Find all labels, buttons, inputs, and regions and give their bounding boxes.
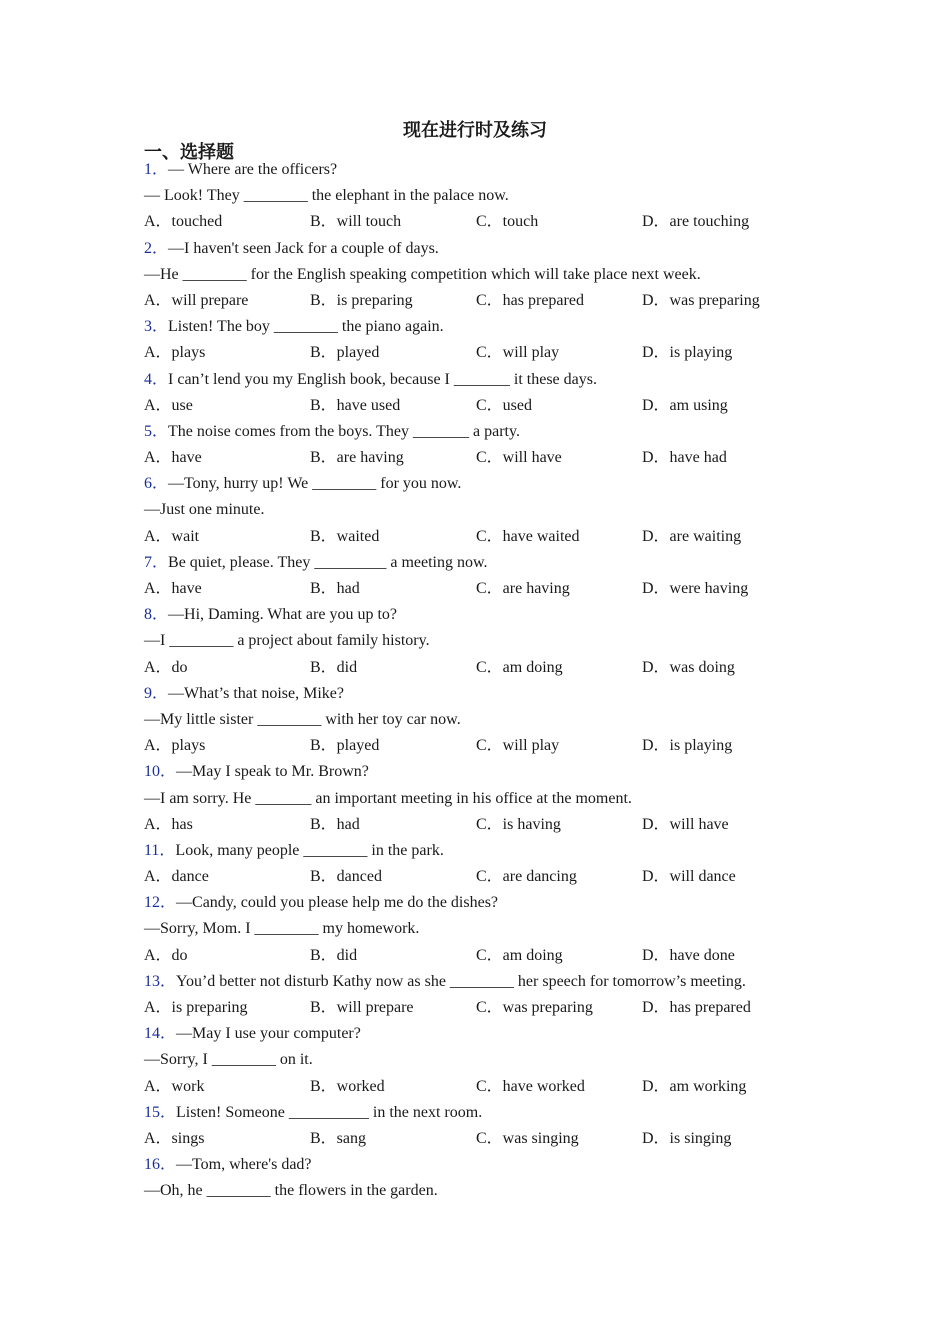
option-c[interactable]: C．was singing [476,1129,579,1147]
question-number: 1． [144,161,169,178]
option-a[interactable]: A．plays [144,737,206,755]
options-row [144,733,844,759]
option-d[interactable]: D．was doing [642,658,735,676]
question-text: —Just one minute. [144,501,265,519]
option-c[interactable]: C．am doing [476,658,563,676]
option-c[interactable]: C．was preparing [476,999,593,1016]
question-text: —Oh, he ________ the flowers in the garden. [144,1182,438,1200]
question-stem [144,419,844,445]
question-text: —Tony, hurry up! We ________ for you now. [168,475,462,493]
option-d[interactable]: D．am using [642,396,728,414]
question-number: 7． [144,553,169,571]
question-text: —I am sorry. He _______ an important meeting in his office at the moment. [144,789,632,807]
option-c[interactable]: C．will play [476,344,560,362]
question-text: —I haven't seen Jack for a couple of days. [168,239,439,257]
options-row [144,340,844,366]
option-d[interactable]: D．has prepared [642,999,751,1016]
option-a[interactable]: A．do [144,946,188,964]
option-a[interactable]: A．do [144,658,188,676]
options-row [144,209,844,235]
question-text: — Look! They ________ the elephant in the palace now. [144,187,509,205]
option-d[interactable]: D．have done [642,946,735,964]
question-text: Look, many people ________ in the park. [175,841,444,859]
question-number: 2． [144,239,169,257]
option-a[interactable]: A．touched [144,213,223,231]
option-b[interactable]: B．worked [310,1077,385,1095]
question-text: —May I speak to Mr. Brown? [176,763,369,781]
option-a[interactable]: A．use [144,396,193,414]
option-c[interactable]: C．are dancing [476,868,577,886]
question-stem [144,759,844,785]
option-a[interactable]: A．have [144,449,202,467]
question-dialogue-line [144,1047,844,1073]
option-c[interactable]: C．will play [476,737,560,755]
question-number: 14． [144,1025,177,1043]
option-d[interactable]: D．was preparing [642,291,760,309]
option-b[interactable]: B．did [310,658,358,676]
option-d[interactable]: D．is playing [642,344,733,362]
question-number: 8． [144,606,169,624]
options-row [144,445,844,471]
question-stem [144,471,844,497]
options-row [144,995,844,1021]
option-a[interactable]: A．sings [144,1129,205,1147]
question-text: —What’s that noise, Mike? [168,684,344,702]
question-stem [144,681,844,707]
option-d[interactable]: D．am working [642,1077,747,1095]
option-b[interactable]: B．are having [310,449,404,467]
page-title: 现在进行时及练习 [403,120,547,141]
question-dialogue-line [144,628,844,654]
question-text: —He ________ for the English speaking competition which will take place next week. [144,265,701,283]
question-stem [144,602,844,628]
option-b[interactable]: B．did [310,946,358,964]
question-text: Listen! The boy ________ the piano again. [168,318,444,336]
question-text: —My little sister ________ with her toy car now. [144,710,461,728]
option-b[interactable]: B．sang [310,1129,367,1147]
question-number: 9． [144,684,169,702]
question-text: —Sorry, I ________ on it. [144,1051,313,1069]
question-dialogue-line [144,1178,844,1204]
option-b[interactable]: B．will touch [310,213,402,231]
option-a[interactable]: A．work [144,1077,205,1095]
option-c[interactable]: C．is having [476,815,561,833]
question-text: — Where are the officers? [168,161,338,178]
question-list [144,157,844,1205]
question-stem [144,890,844,916]
question-stem [144,157,844,183]
option-b[interactable]: B．played [310,344,380,362]
question-text: —Tom, where's dad? [176,1156,312,1174]
option-c[interactable]: C．has prepared [476,291,584,309]
option-c[interactable]: C．am doing [476,946,563,964]
question-text: —Candy, could you please help me do the dishes? [176,894,499,912]
question-dialogue-line [144,707,844,733]
question-text: —May I use your computer? [176,1025,361,1043]
question-stem [144,838,844,864]
question-number: 12． [144,894,177,912]
option-d[interactable]: D．will dance [642,868,736,886]
option-b[interactable]: B．waited [310,527,380,545]
question-text: Be quiet, please. They _________ a meeting now. [168,553,488,571]
question-text: I can’t lend you my English book, because I _______ it these days. [168,370,597,388]
question-text: —Hi, Daming. What are you up to? [168,606,397,624]
option-b[interactable]: B．will prepare [310,999,414,1016]
option-c[interactable]: C．used [476,396,533,414]
option-b[interactable]: B．had [310,815,360,833]
question-stem [144,550,844,576]
question-stem [144,1100,844,1126]
option-d[interactable]: D．will have [642,815,729,833]
question-number: 16． [144,1156,177,1174]
options-row [144,288,844,314]
question-number: 10． [144,763,177,781]
question-stem [144,969,844,995]
options-row [144,524,844,550]
question-dialogue-line [144,262,844,288]
option-d[interactable]: D．were having [642,580,749,597]
question-dialogue-line [144,916,844,942]
option-b[interactable]: B．danced [310,868,382,886]
question-text: —I ________ a project about family history. [144,632,430,650]
option-b[interactable]: B．is preparing [310,291,413,309]
question-number: 13． [144,972,177,990]
question-stem [144,1021,844,1047]
option-a[interactable]: A．have [144,580,202,597]
option-a[interactable]: A．has [144,815,193,833]
options-row [144,1074,844,1100]
option-a[interactable]: A．dance [144,868,209,886]
option-a[interactable]: A．plays [144,344,206,362]
question-stem [144,314,844,340]
question-number: 6． [144,475,169,493]
option-c[interactable]: C．are having [476,580,570,597]
option-d[interactable]: D．are touching [642,213,750,231]
option-b[interactable]: B．had [310,580,360,597]
question-stem [144,236,844,262]
question-text: The noise comes from the boys. They _______ a party. [168,422,520,440]
option-d[interactable]: D．are waiting [642,527,742,545]
option-c[interactable]: C．have worked [476,1077,585,1095]
option-d[interactable]: D．is playing [642,737,733,755]
question-text: —Sorry, Mom. I ________ my homework. [144,920,420,938]
option-c[interactable]: C．have waited [476,527,580,545]
options-row [144,864,844,890]
option-d[interactable]: D．have had [642,449,727,467]
question-dialogue-line [144,497,844,523]
question-stem [144,367,844,393]
section-heading: 一、选择题 [144,142,234,163]
option-a[interactable]: A．wait [144,527,200,545]
question-number: 15． [144,1103,177,1121]
options-row [144,393,844,419]
option-d[interactable]: D．is singing [642,1129,732,1147]
question-number: 5． [144,422,169,440]
question-dialogue-line [144,786,844,812]
option-c[interactable]: C．touch [476,213,539,231]
question-dialogue-line [144,183,844,209]
question-number: 4． [144,370,169,388]
question-number: 11． [144,841,176,859]
option-a[interactable]: A．will prepare [144,291,249,309]
options-row [144,655,844,681]
options-row [144,943,844,969]
option-b[interactable]: B．have used [310,396,401,414]
option-c[interactable]: C．will have [476,449,562,467]
option-a[interactable]: A．is preparing [144,999,248,1016]
options-row [144,576,844,602]
question-text: Listen! Someone __________ in the next room. [176,1103,483,1121]
option-b[interactable]: B．played [310,737,380,755]
question-text: You’d better not disturb Kathy now as she ________ her speech for tomorrow’s meeting. [176,972,746,990]
options-row [144,812,844,838]
options-row [144,1126,844,1152]
question-number: 3． [144,318,169,336]
question-stem [144,1152,844,1178]
